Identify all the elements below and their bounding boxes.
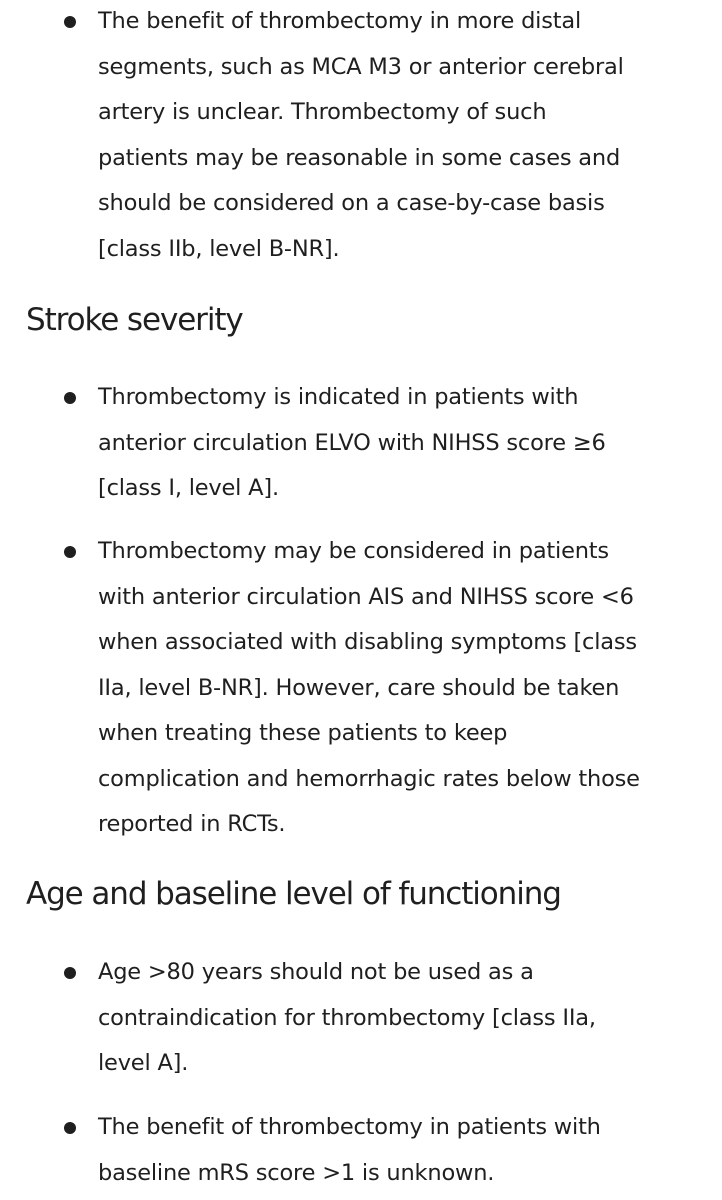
bullet-dot: [64, 1122, 76, 1134]
bullet-dot: [64, 392, 76, 404]
bullet-dot: [64, 16, 76, 28]
bullet-dot: [64, 967, 76, 979]
section-heading-age-baseline: Age and baseline level of functioning: [26, 876, 561, 912]
list-item-text: The benefit of thrombectomy in patients with baseline mRS score >1 is unknown.: [98, 1114, 601, 1186]
list-item-text: The benefit of thrombectomy in more distal segments, such as MCA M3 or anterior cerebral artery is unclear. Thrombectomy of such patients may be reasonable in some cases and should be considered on a case-by-case basis [class IIb, level B-NR].: [98, 8, 624, 262]
section-heading-stroke-severity: Stroke severity: [26, 302, 243, 338]
list-item-text: Thrombectomy is indicated in patients with anterior circulation ELVO with NIHSS score ≥6 [class I, level A].: [98, 384, 606, 501]
bullet-dot: [64, 546, 76, 558]
list-item-text: Age >80 years should not be used as a contraindication for thrombectomy [class IIa, level A].: [98, 959, 596, 1076]
list-item-text: Thrombectomy may be considered in patients with anterior circulation AIS and NIHSS score <6 when associated with disabling symptoms [class IIa, level B-NR]. However, care should be taken when treating these patients to keep complication and hemorrhagic rates below those reported in RCTs.: [98, 538, 640, 837]
